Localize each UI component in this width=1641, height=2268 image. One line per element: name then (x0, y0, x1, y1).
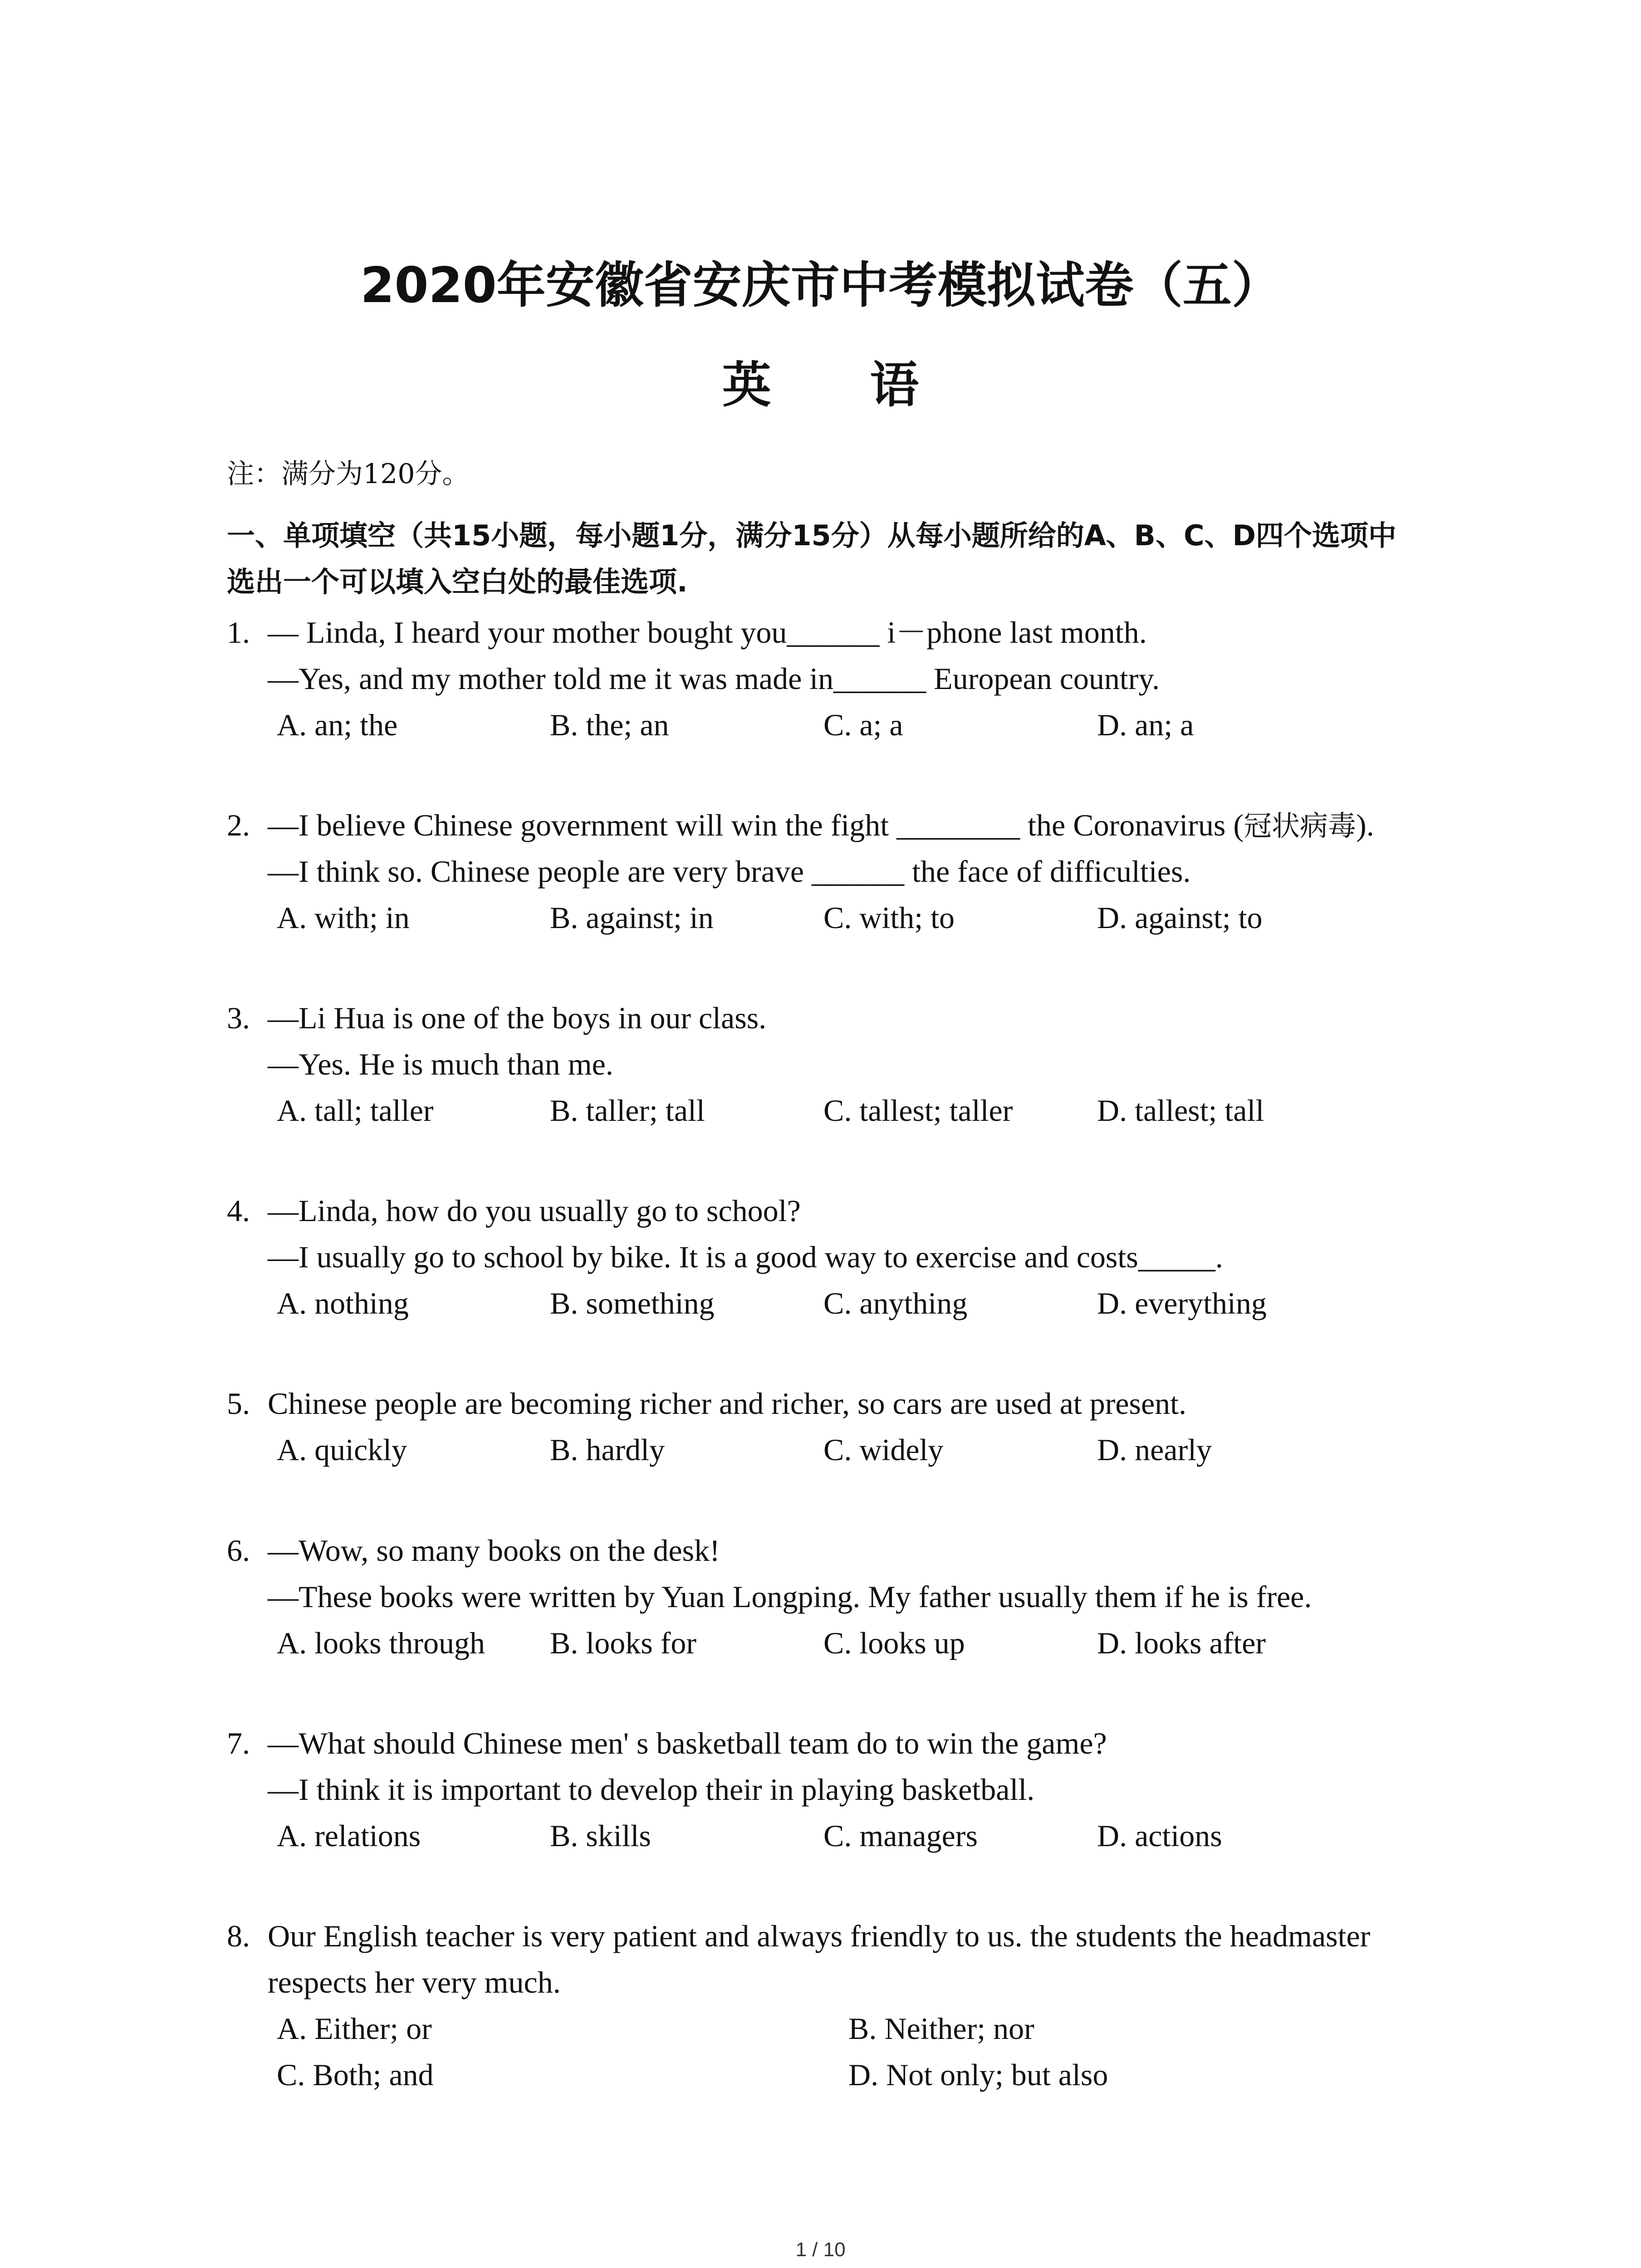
option-b: B. the; an (550, 708, 669, 742)
option-a: A. looks through (277, 1626, 485, 1660)
question-number: 7. (227, 1726, 250, 1760)
question-line-1: Our English teacher is very patient and always friendly to us. the students the headmaster (268, 1919, 1371, 1953)
option-c: C. managers (823, 1818, 978, 1853)
option-d: D. looks after (1097, 1626, 1266, 1660)
question-line-1: —Wow, so many books on the desk! (268, 1533, 720, 1568)
question-line-2: —I think it is important to develop their in playing basketball. (268, 1772, 1035, 1807)
option-c: C. a; a (823, 708, 903, 742)
option-d: D. against; to (1097, 900, 1263, 935)
option-b: B. skills (550, 1818, 651, 1853)
option-b: B. taller; tall (550, 1093, 705, 1128)
option-b: B. hardly (550, 1432, 665, 1467)
option-c: C. tallest; taller (823, 1093, 1013, 1128)
option-c: C. with; to (823, 900, 955, 935)
option-a: A. tall; taller (277, 1093, 434, 1128)
section-heading (227, 513, 1461, 605)
exam-title: 2020年安徽省安庆市中考模拟试卷（五） (360, 257, 1281, 314)
question-number: 5. (227, 1386, 250, 1421)
question-line-2: respects her very much. (268, 1965, 561, 1999)
option-a: A. Either; or (277, 2011, 432, 2046)
question-line-2: —I think so. Chinese people are very brave ______ the face of difficulties. (268, 854, 1191, 889)
option-b: B. something (550, 1286, 715, 1320)
option-d: D. everything (1097, 1286, 1267, 1320)
question-line-1-end: ). (1356, 808, 1374, 842)
question-line-1 (268, 802, 1374, 848)
option-d: D. Not only; but also (848, 2058, 1108, 2092)
exam-subject: 英 语 (722, 357, 960, 414)
option-d: D. an; a (1097, 708, 1194, 742)
option-d: D. actions (1097, 1818, 1222, 1853)
chinese-gloss: 冠状病毒 (1244, 809, 1357, 842)
option-b: B. Neither; nor (848, 2011, 1034, 2046)
question-line-1: —What should Chinese men' s basketball team do to win the game? (268, 1726, 1107, 1760)
option-c: C. looks up (823, 1626, 965, 1660)
option-a: A. quickly (277, 1432, 407, 1467)
question-number: 6. (227, 1533, 250, 1568)
option-c: C. widely (823, 1432, 944, 1467)
option-a: A. relations (277, 1818, 421, 1853)
section-heading-line-1: 一、单项填空（共15小题，每小题1分，满分15分）从每小题所给的A、B、C、D四个选项中 (227, 519, 1396, 552)
option-b: B. against; in (550, 900, 714, 935)
option-c: C. anything (823, 1286, 968, 1320)
option-a: A. nothing (277, 1286, 409, 1320)
option-d: D. nearly (1097, 1432, 1212, 1467)
question-line-2: —Yes, and my mother told me it was made in______ European country. (268, 661, 1160, 696)
question-number: 2. (227, 808, 250, 842)
question-line-1: — Linda, I heard your mother bought you______ i－phone last month. (268, 615, 1147, 650)
section-heading-line-2: 选出一个可以填入空白处的最佳选项. (227, 565, 688, 598)
question-number: 8. (227, 1919, 250, 1953)
option-c: C. Both; and (277, 2058, 434, 2092)
question-number: 4. (227, 1193, 250, 1228)
question-number: 1. (227, 615, 250, 650)
question-line-2: —These books were written by Yuan Longping. My father usually them if he is free. (268, 1579, 1312, 1614)
score-note: 注：满分为120分。 (227, 458, 470, 490)
question-line-1: Chinese people are becoming richer and richer, so cars are used at present. (268, 1386, 1187, 1421)
question-line-2: —I usually go to school by bike. It is a good way to exercise and costs_____. (268, 1240, 1223, 1274)
question-line-1: —Linda, how do you usually go to school? (268, 1193, 801, 1228)
option-a: A. with; in (277, 900, 410, 935)
question-line-1-text: —I believe Chinese government will win the fight ________ the Coronavirus ( (268, 808, 1244, 842)
option-a: A. an; the (277, 708, 398, 742)
question-number: 3. (227, 1001, 250, 1035)
option-d: D. tallest; tall (1097, 1093, 1264, 1128)
question-line-2: —Yes. He is much than me. (268, 1047, 613, 1081)
page-number: 1 / 10 (795, 2239, 846, 2261)
question-line-1: —Li Hua is one of the boys in our class. (268, 1001, 767, 1035)
option-b: B. looks for (550, 1626, 696, 1660)
